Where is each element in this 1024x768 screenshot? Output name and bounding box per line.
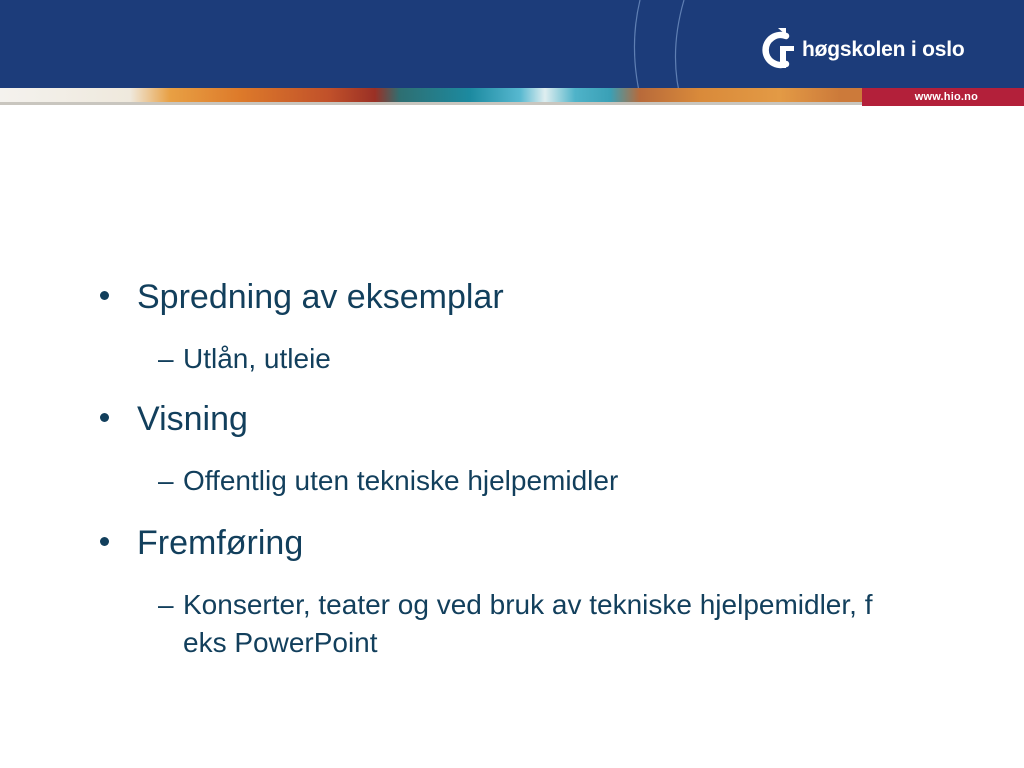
bullet-text: Visning — [137, 400, 248, 438]
dash-marker: – — [158, 343, 174, 374]
bullet-item — [100, 400, 248, 439]
sub-bullet-text: Konserter, teater og ved bruk av tekniske hjelpemidler, f eks PowerPoint — [183, 589, 873, 658]
sub-bullet-item — [158, 462, 618, 500]
sub-bullet-item — [158, 586, 883, 662]
sub-bullet-text: Utlån, utleie — [183, 343, 331, 374]
bullet-icon — [100, 291, 109, 300]
sub-bullet-text: Offentlig uten tekniske hjelpemidler — [183, 465, 619, 496]
bullet-text: Spredning av eksemplar — [137, 278, 504, 316]
bullet-text: Fremføring — [137, 524, 304, 562]
bullet-icon — [100, 413, 109, 422]
bullet-item — [100, 278, 504, 317]
bullet-icon — [100, 537, 109, 546]
bullet-item — [100, 524, 303, 563]
url-text: www.hio.no — [914, 91, 978, 103]
dash-marker: – — [158, 589, 174, 620]
sub-bullet-item — [158, 340, 331, 378]
dash-marker: – — [158, 465, 174, 496]
logo-text: høgskolen i oslo — [802, 38, 965, 61]
